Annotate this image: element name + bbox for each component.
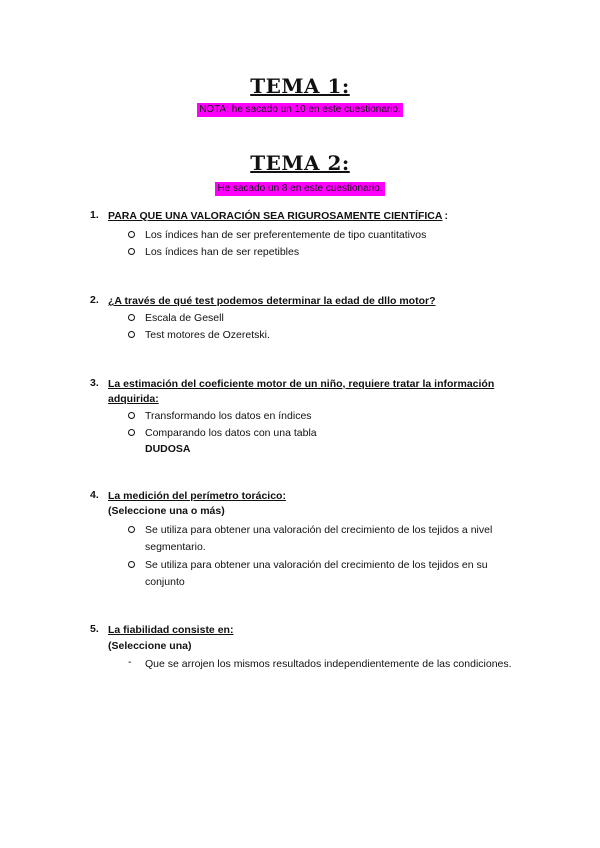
circle-bullet-icon bbox=[128, 331, 135, 338]
circle-bullet-icon bbox=[128, 429, 135, 436]
tema-1-heading-block bbox=[0, 74, 600, 98]
option-text: Los índices han de ser preferentemente de tipo cuantitativos bbox=[145, 229, 427, 241]
option-text: Los índices han de ser repetibles bbox=[145, 246, 300, 258]
question-number: 5. bbox=[90, 623, 99, 635]
tema-2-note: He sacado un 8 en este cuestionario. bbox=[217, 183, 383, 194]
question-number: 2. bbox=[90, 294, 99, 306]
question-number: 3. bbox=[90, 377, 99, 389]
option-text: Escala de Gesell bbox=[145, 312, 224, 324]
circle-bullet-icon bbox=[128, 314, 135, 321]
tema-1-note-block bbox=[0, 99, 600, 117]
dudosa-label: DUDOSA bbox=[145, 443, 191, 455]
circle-bullet-icon bbox=[128, 526, 135, 533]
option-text: Se utiliza para obtener una valoración del crecimiento de los tejidos en su conjunto bbox=[145, 559, 488, 588]
circle-bullet-icon bbox=[128, 561, 135, 568]
question-title: La fiabilidad consiste en: bbox=[108, 624, 234, 636]
question-title: PARA QUE UNA VALORACIÓN SEA RIGUROSAMENTE CIENTÍFICA : bbox=[108, 210, 448, 222]
dash-bullet-icon: - bbox=[128, 656, 132, 668]
question-title: La estimación del coeficiente motor de un niño, requiere tratar la información adquirida: bbox=[108, 378, 495, 405]
tema-1-title: TEMA 1: bbox=[250, 74, 350, 98]
tema-1-note: NOTA: he sacado un 10 en este cuestionario. bbox=[199, 104, 401, 115]
tema-2-title: TEMA 2: bbox=[250, 151, 350, 175]
option-text: Comparando los datos con una tabla bbox=[145, 427, 317, 439]
circle-bullet-icon bbox=[128, 412, 135, 419]
tema-2-note-block bbox=[0, 178, 600, 196]
circle-bullet-icon bbox=[128, 248, 135, 255]
tema-2-heading-block bbox=[0, 151, 600, 175]
question-title: La medición del perímetro torácico: bbox=[108, 490, 286, 502]
question-subtitle: (Seleccione una o más) bbox=[108, 505, 225, 517]
question-subtitle: (Seleccione una) bbox=[108, 640, 192, 652]
option-text: Test motores de Ozeretski. bbox=[145, 329, 270, 341]
option-text: Se utiliza para obtener una valoración del crecimiento de los tejidos a nivel segmentario. bbox=[145, 524, 493, 553]
option-text: Transformando los datos en índices bbox=[145, 410, 312, 422]
option-text: Que se arrojen los mismos resultados independientemente de las condiciones. bbox=[145, 658, 512, 670]
question-title: ¿A través de qué test podemos determinar la edad de dllo motor? bbox=[108, 295, 436, 307]
circle-bullet-icon bbox=[128, 231, 135, 238]
question-number: 4. bbox=[90, 489, 99, 501]
question-number: 1. bbox=[90, 209, 99, 221]
